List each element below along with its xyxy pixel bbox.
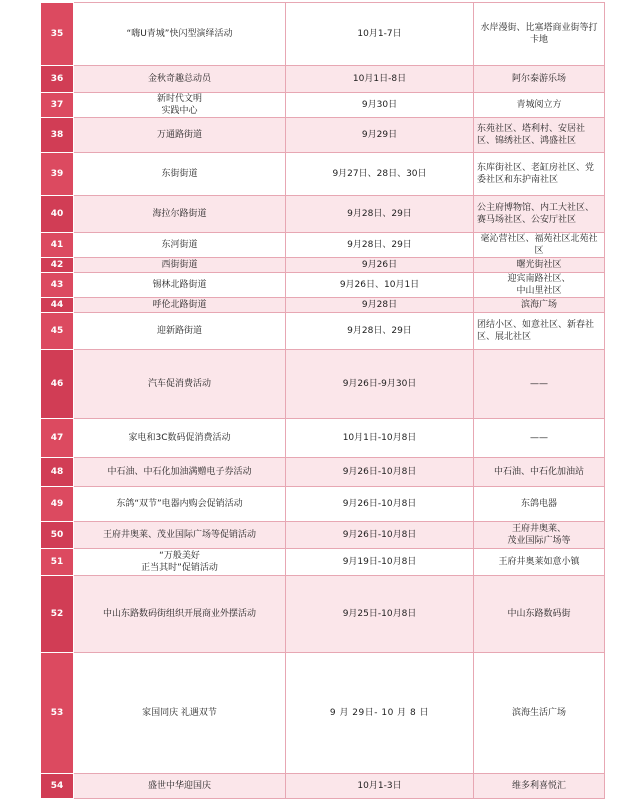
table-row [41, 774, 605, 799]
activity-name [74, 522, 286, 549]
activity-name-text: 呼伦北路街道 [152, 300, 207, 310]
activity-location [474, 774, 605, 799]
activity-name-text: 王府井奥莱、茂业国际广场等促销活动 [102, 530, 256, 540]
activity-location-text: 阿尔泰游乐场 [511, 74, 566, 84]
activity-name [74, 258, 286, 273]
activity-location [474, 66, 605, 93]
activity-name [74, 233, 286, 258]
activity-date [286, 774, 474, 799]
activity-date [286, 458, 474, 487]
activity-location [474, 196, 605, 233]
activity-location-text: 公主府博物馆、内工大社区、赛马场社区、公安厅社区 [477, 203, 595, 225]
activity-location-text: 王府井奥莱如意小镇 [498, 557, 580, 567]
table-row [41, 118, 605, 153]
row-number-text: 46 [50, 379, 64, 389]
row-number [41, 774, 74, 799]
activity-name-text: 东河街道 [161, 240, 198, 250]
activity-date [286, 273, 474, 298]
activity-name [74, 313, 286, 350]
activity-name [74, 196, 286, 233]
row-number-text: 40 [50, 209, 64, 219]
table-row [41, 549, 605, 576]
row-number-text: 42 [50, 260, 64, 270]
table-row [41, 153, 605, 196]
activity-location-text: —— [530, 433, 548, 443]
activity-name-text: “万般美好 正当其时”促销活动 [141, 551, 218, 573]
row-number [41, 653, 74, 774]
activity-location-text: 毫沁营社区、福苑社区北苑社区 [480, 234, 598, 256]
activity-name-text: 汽车促消费活动 [147, 379, 211, 389]
activity-date-text: 9月26日-10月8日 [342, 530, 417, 540]
activity-location-text: 迎宾南路社区、 中山里社区 [507, 274, 571, 296]
activity-date-text: 9月28日、29日 [347, 209, 412, 219]
activity-date [286, 298, 474, 313]
activity-date-text: 9 月 29日- 10 月 8 日 [329, 708, 430, 718]
row-number [41, 93, 74, 118]
activity-name [74, 273, 286, 298]
activity-date [286, 233, 474, 258]
activity-location [474, 93, 605, 118]
activity-location [474, 298, 605, 313]
table-row [41, 3, 605, 66]
table-row [41, 458, 605, 487]
row-number-text: 43 [50, 280, 64, 290]
row-number [41, 273, 74, 298]
row-number [41, 313, 74, 350]
row-number-text: 38 [50, 130, 64, 140]
activity-location [474, 487, 605, 522]
activity-location-text: 中山东路数码街 [507, 609, 571, 619]
activity-date [286, 258, 474, 273]
activity-name-text: 金秋奇趣总动员 [147, 74, 211, 84]
activity-location-text: 青城阅立方 [516, 100, 562, 110]
row-number [41, 487, 74, 522]
table-row [41, 298, 605, 313]
activity-location [474, 118, 605, 153]
row-number-text: 48 [50, 467, 64, 477]
activity-name [74, 458, 286, 487]
row-number-text: 49 [50, 499, 64, 509]
activity-table [40, 2, 605, 799]
activity-name [74, 66, 286, 93]
activity-location [474, 458, 605, 487]
activity-name [74, 153, 286, 196]
activity-name-text: 新时代文明 实践中心 [156, 94, 202, 116]
activity-date [286, 66, 474, 93]
activity-location-text: 滨海广场 [520, 300, 557, 310]
row-number-text: 52 [50, 609, 64, 619]
activity-date [286, 118, 474, 153]
activity-date-text: 9月27日、28日、30日 [332, 169, 427, 179]
activity-date [286, 576, 474, 653]
table-row [41, 66, 605, 93]
activity-date-text: 9月26日、10月1日 [339, 280, 420, 290]
table-row [41, 196, 605, 233]
activity-location [474, 313, 605, 350]
table-row [41, 522, 605, 549]
activity-date [286, 3, 474, 66]
table-row [41, 273, 605, 298]
row-number-text: 36 [50, 74, 64, 84]
activity-location-text: 曙光街社区 [516, 260, 562, 270]
activity-name [74, 3, 286, 66]
activity-name-text: 迎新路街道 [156, 326, 202, 336]
row-number [41, 66, 74, 93]
activity-date-text: 9月29日 [361, 130, 398, 140]
activity-table-body [41, 3, 605, 799]
activity-name-text: 万通路街道 [156, 130, 202, 140]
activity-date-text: 9月25日-10月8日 [342, 609, 417, 619]
activity-location [474, 350, 605, 419]
row-number [41, 233, 74, 258]
table-row [41, 233, 605, 258]
activity-location [474, 653, 605, 774]
row-number-text: 45 [50, 326, 64, 336]
activity-name [74, 298, 286, 313]
table-row [41, 487, 605, 522]
activity-date-text: 10月1日-10月8日 [342, 433, 417, 443]
activity-name [74, 118, 286, 153]
activity-location [474, 153, 605, 196]
row-number [41, 258, 74, 273]
table-row [41, 419, 605, 458]
activity-location-text: —— [530, 379, 548, 389]
activity-date-text: 10月1-3日 [357, 781, 402, 791]
row-number [41, 153, 74, 196]
activity-location-text: 东苑社区、塔利村、安居社区、锦绣社区、鸿盛社区 [477, 124, 586, 146]
table-row [41, 653, 605, 774]
row-number [41, 3, 74, 66]
activity-date [286, 419, 474, 458]
activity-table-container [40, 2, 604, 799]
activity-name-text: 锡林北路街道 [152, 280, 207, 290]
activity-date-text: 9月26日-10月8日 [342, 467, 417, 477]
activity-date [286, 350, 474, 419]
activity-location [474, 3, 605, 66]
activity-location-text: 水岸漫街、比塞塔商业街等打卡地 [480, 23, 598, 45]
row-number [41, 549, 74, 576]
row-number-text: 44 [50, 300, 64, 310]
activity-name-text: 中石油、中石化加油满赠电子券活动 [107, 467, 252, 477]
row-number [41, 196, 74, 233]
activity-date [286, 549, 474, 576]
row-number [41, 576, 74, 653]
activity-location-text: 王府井奥莱、 茂业国际广场等 [507, 524, 571, 546]
activity-name [74, 487, 286, 522]
row-number [41, 522, 74, 549]
activity-date [286, 313, 474, 350]
table-row [41, 313, 605, 350]
activity-location [474, 419, 605, 458]
activity-name-text: 家国同庆 礼遇双节 [142, 708, 217, 718]
activity-date-text: 10月1-7日 [357, 29, 402, 39]
activity-location-text: 团结小区、如意社区、新春社区、展北社区 [477, 320, 595, 342]
table-row [41, 93, 605, 118]
row-number-text: 41 [50, 240, 64, 250]
activity-name [74, 93, 286, 118]
activity-name [74, 350, 286, 419]
activity-date [286, 153, 474, 196]
activity-name-text: 海拉尔路街道 [152, 209, 207, 219]
activity-date-text: 9月28日、29日 [347, 326, 412, 336]
row-number-text: 53 [50, 708, 64, 718]
row-number-text: 35 [50, 29, 64, 39]
row-number-text: 51 [50, 557, 64, 567]
activity-name [74, 576, 286, 653]
table-row [41, 576, 605, 653]
activity-name-text: “嗨U青城”快闪型演绎活动 [126, 29, 233, 39]
activity-name [74, 419, 286, 458]
activity-name-text: 东街街道 [161, 169, 198, 179]
activity-date-text: 9月26日-9月30日 [342, 379, 417, 389]
activity-location [474, 258, 605, 273]
activity-date-text: 9月26日 [361, 260, 398, 270]
activity-location-text: 维多利喜悦汇 [511, 781, 566, 791]
activity-name [74, 774, 286, 799]
activity-name-text: 东鸽“双节”电器内购会促销活动 [116, 499, 243, 509]
activity-date-text: 9月28日 [361, 300, 398, 310]
activity-date [286, 196, 474, 233]
activity-date-text: 9月28日、29日 [347, 240, 412, 250]
row-number [41, 298, 74, 313]
row-number-text: 50 [50, 530, 64, 540]
activity-name-text: 盛世中华迎国庆 [147, 781, 211, 791]
activity-location-text: 滨海生活广场 [511, 708, 566, 718]
row-number [41, 118, 74, 153]
activity-date [286, 522, 474, 549]
activity-date-text: 9月30日 [361, 100, 398, 110]
activity-location [474, 233, 605, 258]
activity-date-text: 9月19日-10月8日 [342, 557, 417, 567]
activity-name-text: 家电和3C数码促消费活动 [128, 433, 231, 443]
activity-name-text: 西街街道 [161, 260, 198, 270]
activity-date [286, 487, 474, 522]
row-number [41, 419, 74, 458]
activity-date [286, 93, 474, 118]
table-row [41, 350, 605, 419]
row-number [41, 458, 74, 487]
activity-location [474, 576, 605, 653]
activity-location-text: 中石油、中石化加油站 [493, 467, 584, 477]
table-row [41, 258, 605, 273]
activity-name [74, 549, 286, 576]
row-number [41, 350, 74, 419]
activity-date-text: 10月1日-8日 [352, 74, 407, 84]
activity-location [474, 273, 605, 298]
activity-location-text: 东鸽电器 [520, 499, 557, 509]
row-number-text: 39 [50, 169, 64, 179]
activity-location [474, 549, 605, 576]
activity-name [74, 653, 286, 774]
row-number-text: 54 [50, 781, 64, 791]
row-number-text: 47 [50, 433, 64, 443]
activity-date [286, 653, 474, 774]
activity-date-text: 9月26日-10月8日 [342, 499, 417, 509]
row-number-text: 37 [50, 100, 64, 110]
activity-location [474, 522, 605, 549]
activity-name-text: 中山东路数码街组织开展商业外摆活动 [102, 609, 256, 619]
activity-location-text: 东库街社区、老缸房社区、党委社区和东护南社区 [477, 163, 595, 185]
